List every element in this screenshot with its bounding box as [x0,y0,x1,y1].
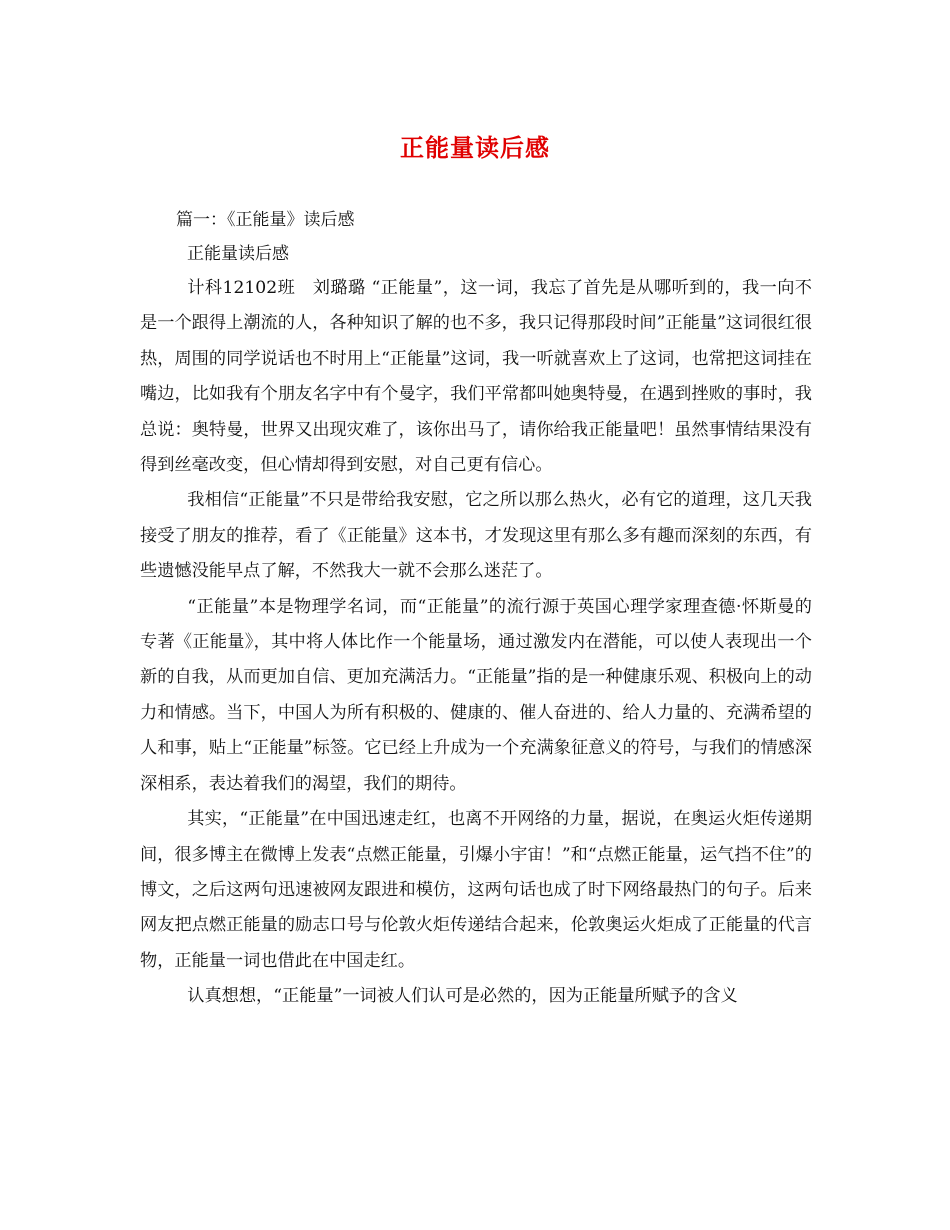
article-subtitle: 正能量读后感 [187,244,289,264]
paragraph-5: 认真想想，“正能量”一词被人们认可是必然的，因为正能量所赋予的含义 [187,986,738,1007]
paragraph-4: 其实，“正能量”在中国迅速走红，也离不开网络的力量，据说，在奥运火炬传递期间，很多博主在微博上发表“点燃正能量，引爆小宇宙！”和“点燃正能量，运气挡不住”的博文，之后这两句迅速被网友跟进和模仿，这两句话也成了时下网络最热门的句子。后来网友把点燃正能量的励志口号与伦敦火炬传递结合起来，伦敦奥运火炬成了正能量的代言物，正能量一词也借此在中国走红。 [140,809,812,971]
article-body [140,271,812,1015]
section-heading: 篇一：《正能量》读后感 [176,210,355,230]
document-title: 正能量读后感 [400,133,550,162]
paragraph-1: 计科12102班 刘璐璐 “正能量”，这一词，我忘了首先是从哪听到的，我一向不是一个跟得上潮流的人，各种知识了解的也不多，我只记得那段时间”正能量”这词很红很热，周围的同学说话也不时用上“正能量”这词，我一听就喜欢上了这词，也常把这词挂在嘴边，比如我有个朋友名字中有个曼字，我们平常都叫她奥特曼，在遇到挫败的事时，我总说：奥特曼，世界又出现灾难了，该你出马了，请你给我正能量吧！虽然事情结果没有得到丝毫改变，但心情却得到安慰，对自己更有信心。 [140,278,812,476]
paragraph-3: “正能量”本是物理学名词，而“正能量”的流行源于英国心理学家理查德·怀斯曼的专著《正能量》，其中将人体比作一个能量场，通过激发内在潜能，可以使人表现出一个新的自我，从而更加自信、更加充满活力。“正能量”指的是一种健康乐观、积极向上的动力和情感。当下，中国人为所有积极的、健康的、催人奋进的、给人力量的、充满希望的人和事，贴上“正能量”标签。它已经上升成为一个充满象征意义的符号，与我们的情感深深相系，表达着我们的渴望，我们的期待。 [140,596,812,794]
paragraph-2: 我相信“正能量”不只是带给我安慰，它之所以那么热火，必有它的道理，这几天我接受了朋友的推荐，看了《正能量》这本书，才发现这里有那么多有趣而深刻的东西，有些遗憾没能早点了解，不然我大一就不会那么迷茫了。 [140,490,812,582]
